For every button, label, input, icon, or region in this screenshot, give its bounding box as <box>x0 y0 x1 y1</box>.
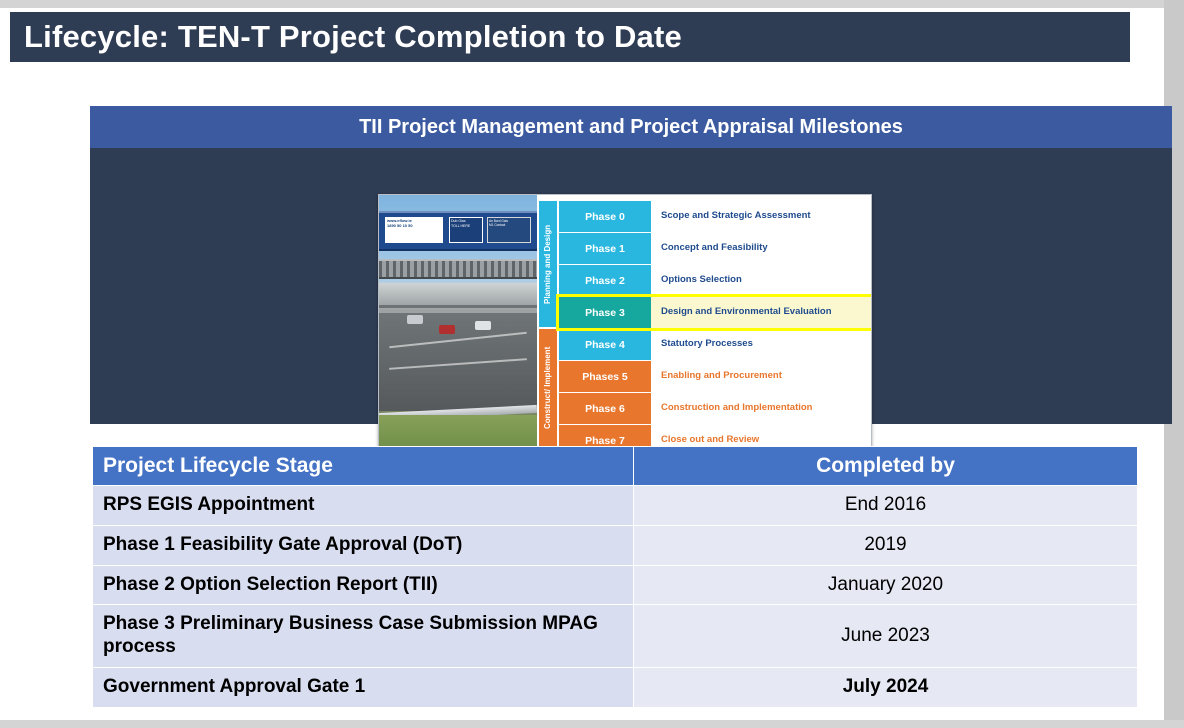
phase-description: Concept and Feasibility <box>661 242 768 254</box>
slide-title-bar <box>10 12 1130 62</box>
phase-badge: Phase 7 <box>559 425 651 456</box>
phase-row-highlighted <box>559 297 871 328</box>
cell-completed: End 2016 <box>634 486 1138 526</box>
cell-stage: Phase 3 Preliminary Business Case Submission MPAG process <box>93 605 634 668</box>
phase-badge: Phase 6 <box>559 393 651 424</box>
phase-description: Scope and Strategic Assessment <box>661 210 811 222</box>
cell-completed: July 2024 <box>634 667 1138 707</box>
vehicle <box>407 315 423 324</box>
phase-badge: Phase 3 <box>559 297 651 328</box>
table-header-row <box>93 447 1138 486</box>
phase-badge: Phase 4 <box>559 329 651 360</box>
motorway-photo <box>379 195 537 455</box>
phase-row <box>559 329 871 360</box>
phase-row <box>559 265 871 296</box>
destination-sign: An Bord Gais M1 Contact <box>487 217 531 243</box>
vehicle <box>439 325 455 334</box>
lane-marking <box>389 332 526 348</box>
figure-body <box>90 148 1172 447</box>
toll-gantry <box>379 211 537 251</box>
lifecycle-table <box>92 446 1138 708</box>
table-row <box>93 605 1138 668</box>
column-header-stage: Project Lifecycle Stage <box>93 447 634 486</box>
page-title: Lifecycle: TEN-T Project Completion to Date <box>24 19 682 54</box>
cell-completed: 2019 <box>634 525 1138 565</box>
phase-row <box>559 393 871 424</box>
cell-stage: Phase 1 Feasibility Gate Approval (DoT) <box>93 525 634 565</box>
phase-row <box>559 233 871 264</box>
phase-rows <box>559 201 871 456</box>
toll-here-sign: Dub Glas TOLL HERE <box>449 217 483 243</box>
eflow-sign: www.eflow.ie 1890 50 10 50 <box>385 217 443 243</box>
gantry-truss <box>379 259 537 279</box>
phase-badge: Phases 5 <box>559 361 651 392</box>
table-row <box>93 486 1138 526</box>
phase-row <box>559 361 871 392</box>
table-row <box>93 565 1138 605</box>
phase-badge: Phase 0 <box>559 201 651 232</box>
cell-stage: RPS EGIS Appointment <box>93 486 634 526</box>
phase-description: Options Selection <box>661 274 742 286</box>
page-edge-top <box>0 0 1184 8</box>
phase-description: Enabling and Procurement <box>661 370 782 382</box>
table-row <box>93 525 1138 565</box>
phase-description: Construction and Implementation <box>661 402 813 414</box>
cell-completed: January 2020 <box>634 565 1138 605</box>
phase-description: Design and Environmental Evaluation <box>661 306 832 318</box>
cell-stage: Phase 2 Option Selection Report (TII) <box>93 565 634 605</box>
phase-row <box>559 201 871 232</box>
table-row <box>93 667 1138 707</box>
milestone-diagram-image <box>378 194 872 456</box>
cell-completed: June 2023 <box>634 605 1138 668</box>
phase-badge: Phase 1 <box>559 233 651 264</box>
roadway <box>379 313 537 411</box>
figure-header <box>90 106 1172 148</box>
phase-list <box>537 195 871 455</box>
milestones-figure-panel <box>90 106 1172 447</box>
figure-header-label: TII Project Management and Project Appraisal Milestones <box>359 115 903 138</box>
phase-description: Statutory Processes <box>661 338 753 350</box>
cell-stage: Government Approval Gate 1 <box>93 667 634 707</box>
lane-marking <box>389 358 527 370</box>
group-label-construct: Construct/ Implement <box>539 329 557 447</box>
overpass-bridge <box>379 283 537 308</box>
phase-badge: Phase 2 <box>559 265 651 296</box>
phase-description: Close out and Review <box>661 434 760 446</box>
page-edge-bottom <box>0 720 1184 728</box>
group-label-planning: Planning and Design <box>539 201 557 327</box>
column-header-completed: Completed by <box>634 447 1138 486</box>
vehicle <box>475 321 491 330</box>
